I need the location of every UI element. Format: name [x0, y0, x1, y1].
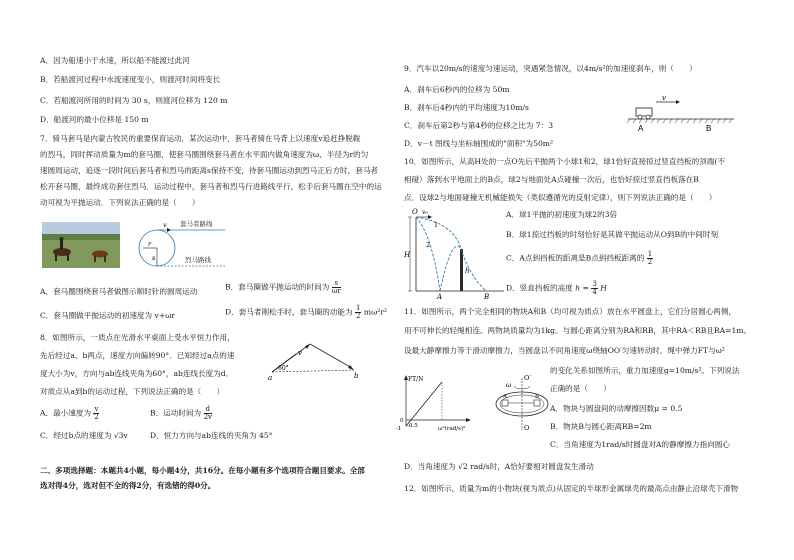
label-H: H	[404, 251, 411, 259]
q7-stem-line5: 动可视为平抛运动．下列说法正确的是（ ）	[40, 198, 200, 207]
horse-riding-photo	[42, 222, 120, 268]
graph-tick-minus1: -1	[396, 426, 402, 432]
graph-x-label: ω²(rad/s)²	[438, 426, 466, 432]
q8-stem-line1: 8．如图所示，一质点在光滑水平桌面上受水平恒力作用，	[40, 333, 235, 342]
q6-option-b: B．若船渡河过程中水流速度变小，则渡河时间将变长	[40, 75, 221, 84]
q9-option-c: C．刹车后第2秒与第4秒的位移之比为 7：3	[404, 121, 554, 130]
axis-label-O: O	[524, 424, 530, 432]
label-v: v	[163, 221, 167, 229]
q10-option-a: A．球1平抛的初速度为球2的3倍	[506, 210, 618, 219]
q8-option-b: B．运动时间为 $\frac{d}{2v}$	[150, 405, 212, 421]
q9-option-d: D．v－t 图线与坐标轴围成的"面积"为50m²	[404, 139, 554, 148]
q7-stem-line4: 松开套马圈，最终成功套住烈马．运动过程中，套马者和烈马行进路线平行，松手后套马圈在空中的运	[40, 182, 382, 191]
q7-option-b: B．套马圈做平抛运动的时间为 $\frac{s}{\omega r}$	[225, 279, 341, 295]
q7-option-a: A．套马圈围绕套马者做图示顺时针的圆周运动	[40, 287, 198, 296]
q9-stem: 9．汽车以20m/s的速度匀速运动，突遇紧急情况，以4m/s²的加速度刹车，则（ ）	[404, 64, 697, 73]
label-v: v	[298, 349, 302, 357]
section2-heading-line2: 选对得4分，选对但不全的得2分，有选错的得0分。	[40, 481, 216, 490]
q10-projectile-figure	[404, 205, 508, 301]
label-ball1: 1	[434, 221, 439, 229]
axis-label-Oprime: O′	[524, 374, 531, 382]
section2-heading-line1: 二、多项选择题：本题共4小题，每小题4分，共16分。在每小题有多个选项符合题目要求。全部	[40, 466, 365, 475]
label-a: a	[268, 374, 273, 382]
q11-stem-line1: 11．如图所示，两个完全相同的物块A和B（均可视为质点）放在水平圆盘上，它们分居圆心两侧，	[404, 307, 737, 316]
q6-option-d: D．船渡河的最小位移是 150 m	[40, 115, 149, 124]
q11-stem-line5: 正确的是（ ）	[550, 384, 611, 393]
label-60: 60°	[278, 365, 289, 372]
q8-option-a: A．最小速度为 $\frac{v}{2}$	[40, 405, 99, 421]
label-B: B	[706, 124, 712, 133]
q11-option-a: A．物块与圆盘间的动摩擦因数μ = 0.5	[550, 404, 683, 413]
q7-stem-line1: 7．骑马套马是内蒙古牧民的重要保育运动．某次运动中，套马者骑在马背上以速度v追赶挣脱鞍	[40, 134, 361, 143]
q8-option-c: C．经过b点的速度为 √3v	[40, 431, 128, 440]
q10-stem-line2: 相碰）落到水平地面上的B点，球2与地面处A点碰撞一次后，也恰好掠过竖直挡板落在B	[404, 175, 699, 184]
q8-stem-line4: 对质点从a到b的运动过程，下列说法正确的是（ ）	[40, 387, 225, 396]
q9-option-b: B．刹车后4秒内的平均速度为10m/s	[404, 103, 529, 112]
graph-tick-05: 0.5	[409, 423, 418, 429]
graph-tick-0: 0	[400, 418, 404, 424]
q10-option-d: D．竖直挡板的高度 h = $\frac{3}{4}$ H	[506, 280, 607, 296]
label-h: h	[465, 267, 470, 275]
label-r: r	[148, 240, 152, 248]
label-O: O	[412, 208, 418, 216]
graph-y-label: FT/N	[408, 376, 424, 383]
omega-label: ω	[506, 381, 512, 389]
block-A-label: A	[503, 394, 507, 400]
label-ball2: 2	[426, 241, 431, 249]
label-A: A	[437, 293, 443, 301]
block-B-label: B	[535, 394, 540, 400]
q7-figure	[40, 214, 230, 276]
q7-stem-line2: 的烈马，同时挥动质量为m的套马圈，使套马圈围绕套马者在水平面内做角速度为ω、半径为r的匀	[40, 150, 369, 159]
q12-stem-line1: 12．如图所示，质量为m的小物块(视为质点)从固定的半球形金属球壳的最高点由静止沿球壳下滑物	[404, 484, 739, 493]
q9-car-figure	[626, 96, 738, 136]
q11-option-b: B．物块B与圆心距离RB=2m	[550, 422, 652, 431]
q11-force-graph	[392, 372, 482, 434]
q10-option-b: B．球1掠过挡板的时刻恰好是其做平抛运动从O到B的中间时刻	[506, 230, 719, 239]
q7-option-c: C．套马圈做平抛运动的初速度为 v+ωr	[40, 311, 176, 320]
q11-option-d: D．当角速度为 √2 rad/s时，A恰好要相对圆盘发生滑动	[404, 462, 594, 471]
q9-option-a: A．刹车后6秒内的位移为 50m	[404, 85, 510, 94]
q11-stem-line3: 设最大静摩擦力等于滑动摩擦力，当圆盘以不同角速度ω绕轴OO′匀速转动时，绳中弹力FT与ω²	[404, 346, 725, 355]
q10-stem-line3: 点．设球2与地面碰撞无机械能损失（类似遵循光的反射定律），则下列说法正确的是（ ）	[404, 193, 717, 202]
rider-path-legend: 套马者路线	[180, 220, 213, 228]
label-b: b	[354, 372, 359, 380]
q7-option-d: D．套马者刚松手时，套马圈的动能为 $\frac{1}{2}$ mω²r²	[225, 304, 388, 320]
q11-option-c: C．当角速度为1rad/s时圆盘对A的静摩擦力指向圆心	[550, 440, 730, 449]
q10-option-c: C．A点到挡板的距离是B点到挡板距离的 $\frac{1}{2}$	[506, 250, 653, 266]
label-v: v	[662, 96, 666, 102]
q11-stem-line4: 的变化关系如图所示，重力加速度g=10m/s²。下列说法	[550, 366, 740, 375]
label-s: s	[152, 254, 156, 262]
q8-figure	[258, 338, 368, 384]
q7-stem-line3: 速圆周运动，追逐一段时间后套马者和烈马的距离s保持不变，待套马圈运动到烈马正后方时，套马者	[40, 166, 379, 175]
q6-option-a: A．因为船速小于水速，所以船不能渡过此河	[40, 56, 190, 65]
q10-stem-line1: 10．如图所示，从高H处的一点O先后平抛两个小球1和2，球1恰好直接掠过竖直挡板的顶端(不	[404, 157, 725, 166]
q8-stem-line3: 度大小为v，方向与ab连线夹角为60°，ab连线长度为d．	[40, 369, 234, 378]
q8-option-d: D．恒力方向与ab连线的夹角为 45°	[150, 431, 273, 440]
q6-option-c: C．若船渡河所用的时间为 30 s，则渡河位移为 120 m	[40, 96, 228, 105]
q8-stem-line2: 先后经过a、b两点，速度方向偏转90°．已知经过a点的速	[40, 351, 235, 360]
horse-path-legend: 烈马路线	[185, 256, 211, 264]
label-B: B	[484, 293, 490, 301]
label-v0: v₀	[422, 209, 428, 216]
q11-stem-line2: 用不可伸长的轻绳相连。两物块质量均为1kg。与圆心距离分别为RA和RB，其中RA＜RB且RA=1m。	[404, 326, 752, 335]
label-A: A	[638, 124, 644, 133]
q11-disk-figure	[490, 372, 554, 432]
